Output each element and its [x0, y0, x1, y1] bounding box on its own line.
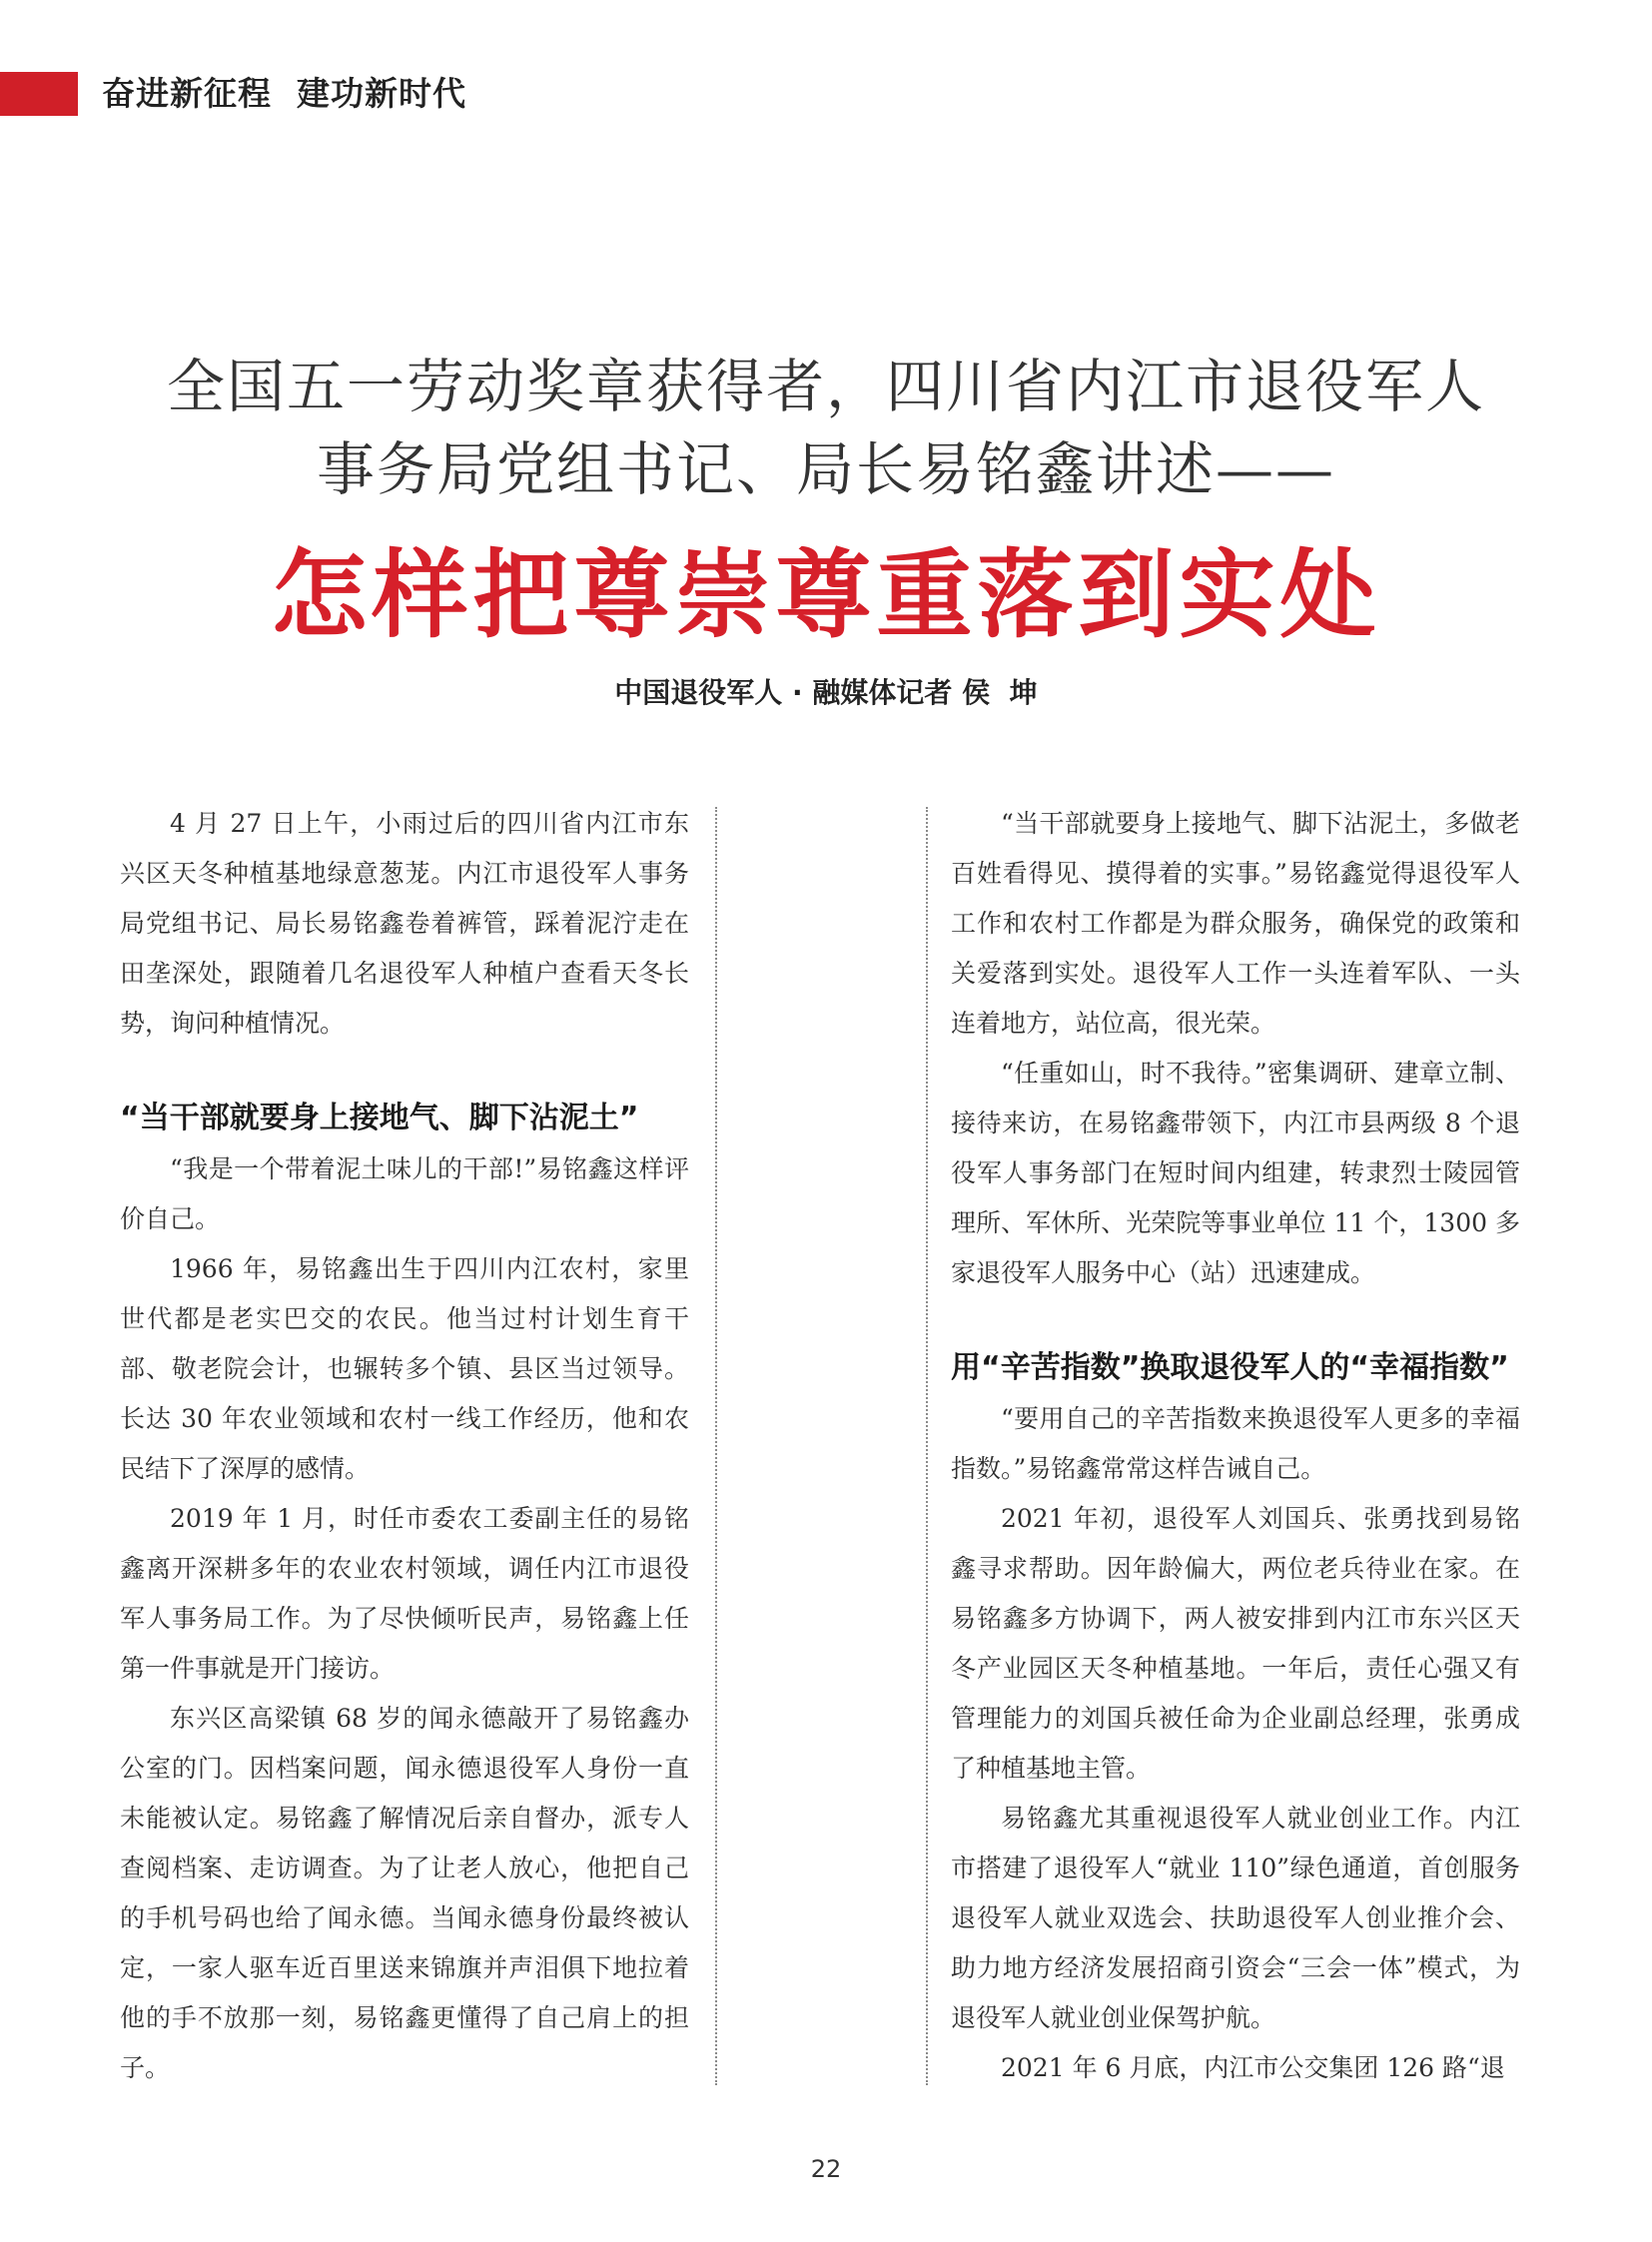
body-paragraph: “要用自己的辛苦指数来换退役军人更多的幸福指数。”易铭鑫常常这样告诫自己。 — [951, 1404, 1520, 1483]
column-divider-right — [926, 807, 928, 2085]
body-paragraph: 2021 年初，退役军人刘国兵、张勇找到易铭鑫寻求帮助。因年龄偏大，两位老兵待业在家。在易铭鑫多方协调下，两人被安排到内江市东兴区天冬产业园区天冬种植基地。一年后，责任心强又有管理能力的刘国兵被任命为企业副总经理，张勇成了种植基地主管。 — [951, 1504, 1520, 1783]
article-kicker-line-1: 全国五一劳动奖章获得者，四川省内江市退役军人 — [166, 353, 1485, 420]
body-paragraph: 东兴区高梁镇 68 岁的闻永德敲开了易铭鑫办公室的门。因档案问题，闻永德退役军人身份一直未能被认定。易铭鑫了解情况后亲自督办，派专人查阅档案、走访调查。为了让老人放心，他把自己的手机号码也给了闻永德。当闻永德身份最终被认定，一家人驱车近百里送来锦旗并声泪俱下地拉着他的手不放那一刻，易铭鑫更懂得了自己肩上的担子。 — [120, 1704, 689, 2082]
section-color-block — [0, 72, 78, 116]
column-divider-left — [715, 807, 717, 2085]
body-paragraph: “当干部就要身上接地气、脚下沾泥土，多做老百姓看得见、摸得着的实事。”易铭鑫觉得退役军人工作和农村工作都是为群众服务，确保党的政策和关爱落到实处。退役军人工作一头连着军队、一头连着地方，站位高，很光荣。 — [951, 809, 1520, 1038]
body-paragraph: “我是一个带着泥土味儿的干部!”易铭鑫这样评价自己。 — [120, 1154, 689, 1233]
left-column — [120, 799, 689, 2093]
body-paragraph: “任重如山，时不我待。”密集调研、建章立制、接待来访，在易铭鑫带领下，内江市县两级 8 个退役军人事务部门在短时间内组建，转隶烈士陵园管理所、军休所、光荣院等事业单位 11 个，1300 多家退役军人服务中心（站）迅速建成。 — [951, 1059, 1520, 1287]
subheading-1: “当干部就要身上接地气、脚下沾泥土” — [120, 1101, 639, 1135]
section-tag: 奋进新征程 建功新时代 — [102, 74, 466, 113]
right-column — [951, 799, 1520, 2093]
body-paragraph: 2021 年 6 月底，内江市公交集团 126 路“退 — [1001, 2053, 1505, 2082]
body-paragraph: 易铭鑫尤其重视退役军人就业创业工作。内江市搭建了退役军人“就业 110”绿色通道，首创服务退役军人就业双选会、扶助退役军人创业推介会、助力地方经济发展招商引资会“三会一体”模式，为退役军人就业创业保驾护航。 — [951, 1804, 1520, 2032]
body-paragraph: 2019 年 1 月，时任市委农工委副主任的易铭鑫离开深耕多年的农业农村领域，调任内江市退役军人事务局工作。为了尽快倾听民声，易铭鑫上任第一件事就是开门接访。 — [120, 1504, 689, 1683]
page-number: 22 — [810, 2155, 842, 2183]
article-headline: 怎样把尊崇尊重落到实处 — [271, 539, 1381, 651]
article-byline: 中国退役军人 · 融媒体记者 侯 坤 — [614, 676, 1038, 709]
body-paragraph: 1966 年，易铭鑫出生于四川内江农村，家里世代都是老实巴交的农民。他当过村计划生育干部、敬老院会计，也辗转多个镇、县区当过领导。长达 30 年农业领域和农村一线工作经历，他和农民结下了深厚的感情。 — [120, 1254, 689, 1483]
intro-paragraph: 4 月 27 日上午，小雨过后的四川省内江市东兴区天冬种植基地绿意葱茏。内江市退役军人事务局党组书记、局长易铭鑫卷着裤管，踩着泥泞走在田垄深处，跟随着几名退役军人种植户查看天冬长势，询问种植情况。 — [120, 809, 689, 1038]
article-kicker-line-2: 事务局党组书记、局长易铭鑫讲述—— — [316, 435, 1335, 503]
subheading-2: 用“辛苦指数”换取退役军人的“幸福指数” — [951, 1350, 1509, 1385]
